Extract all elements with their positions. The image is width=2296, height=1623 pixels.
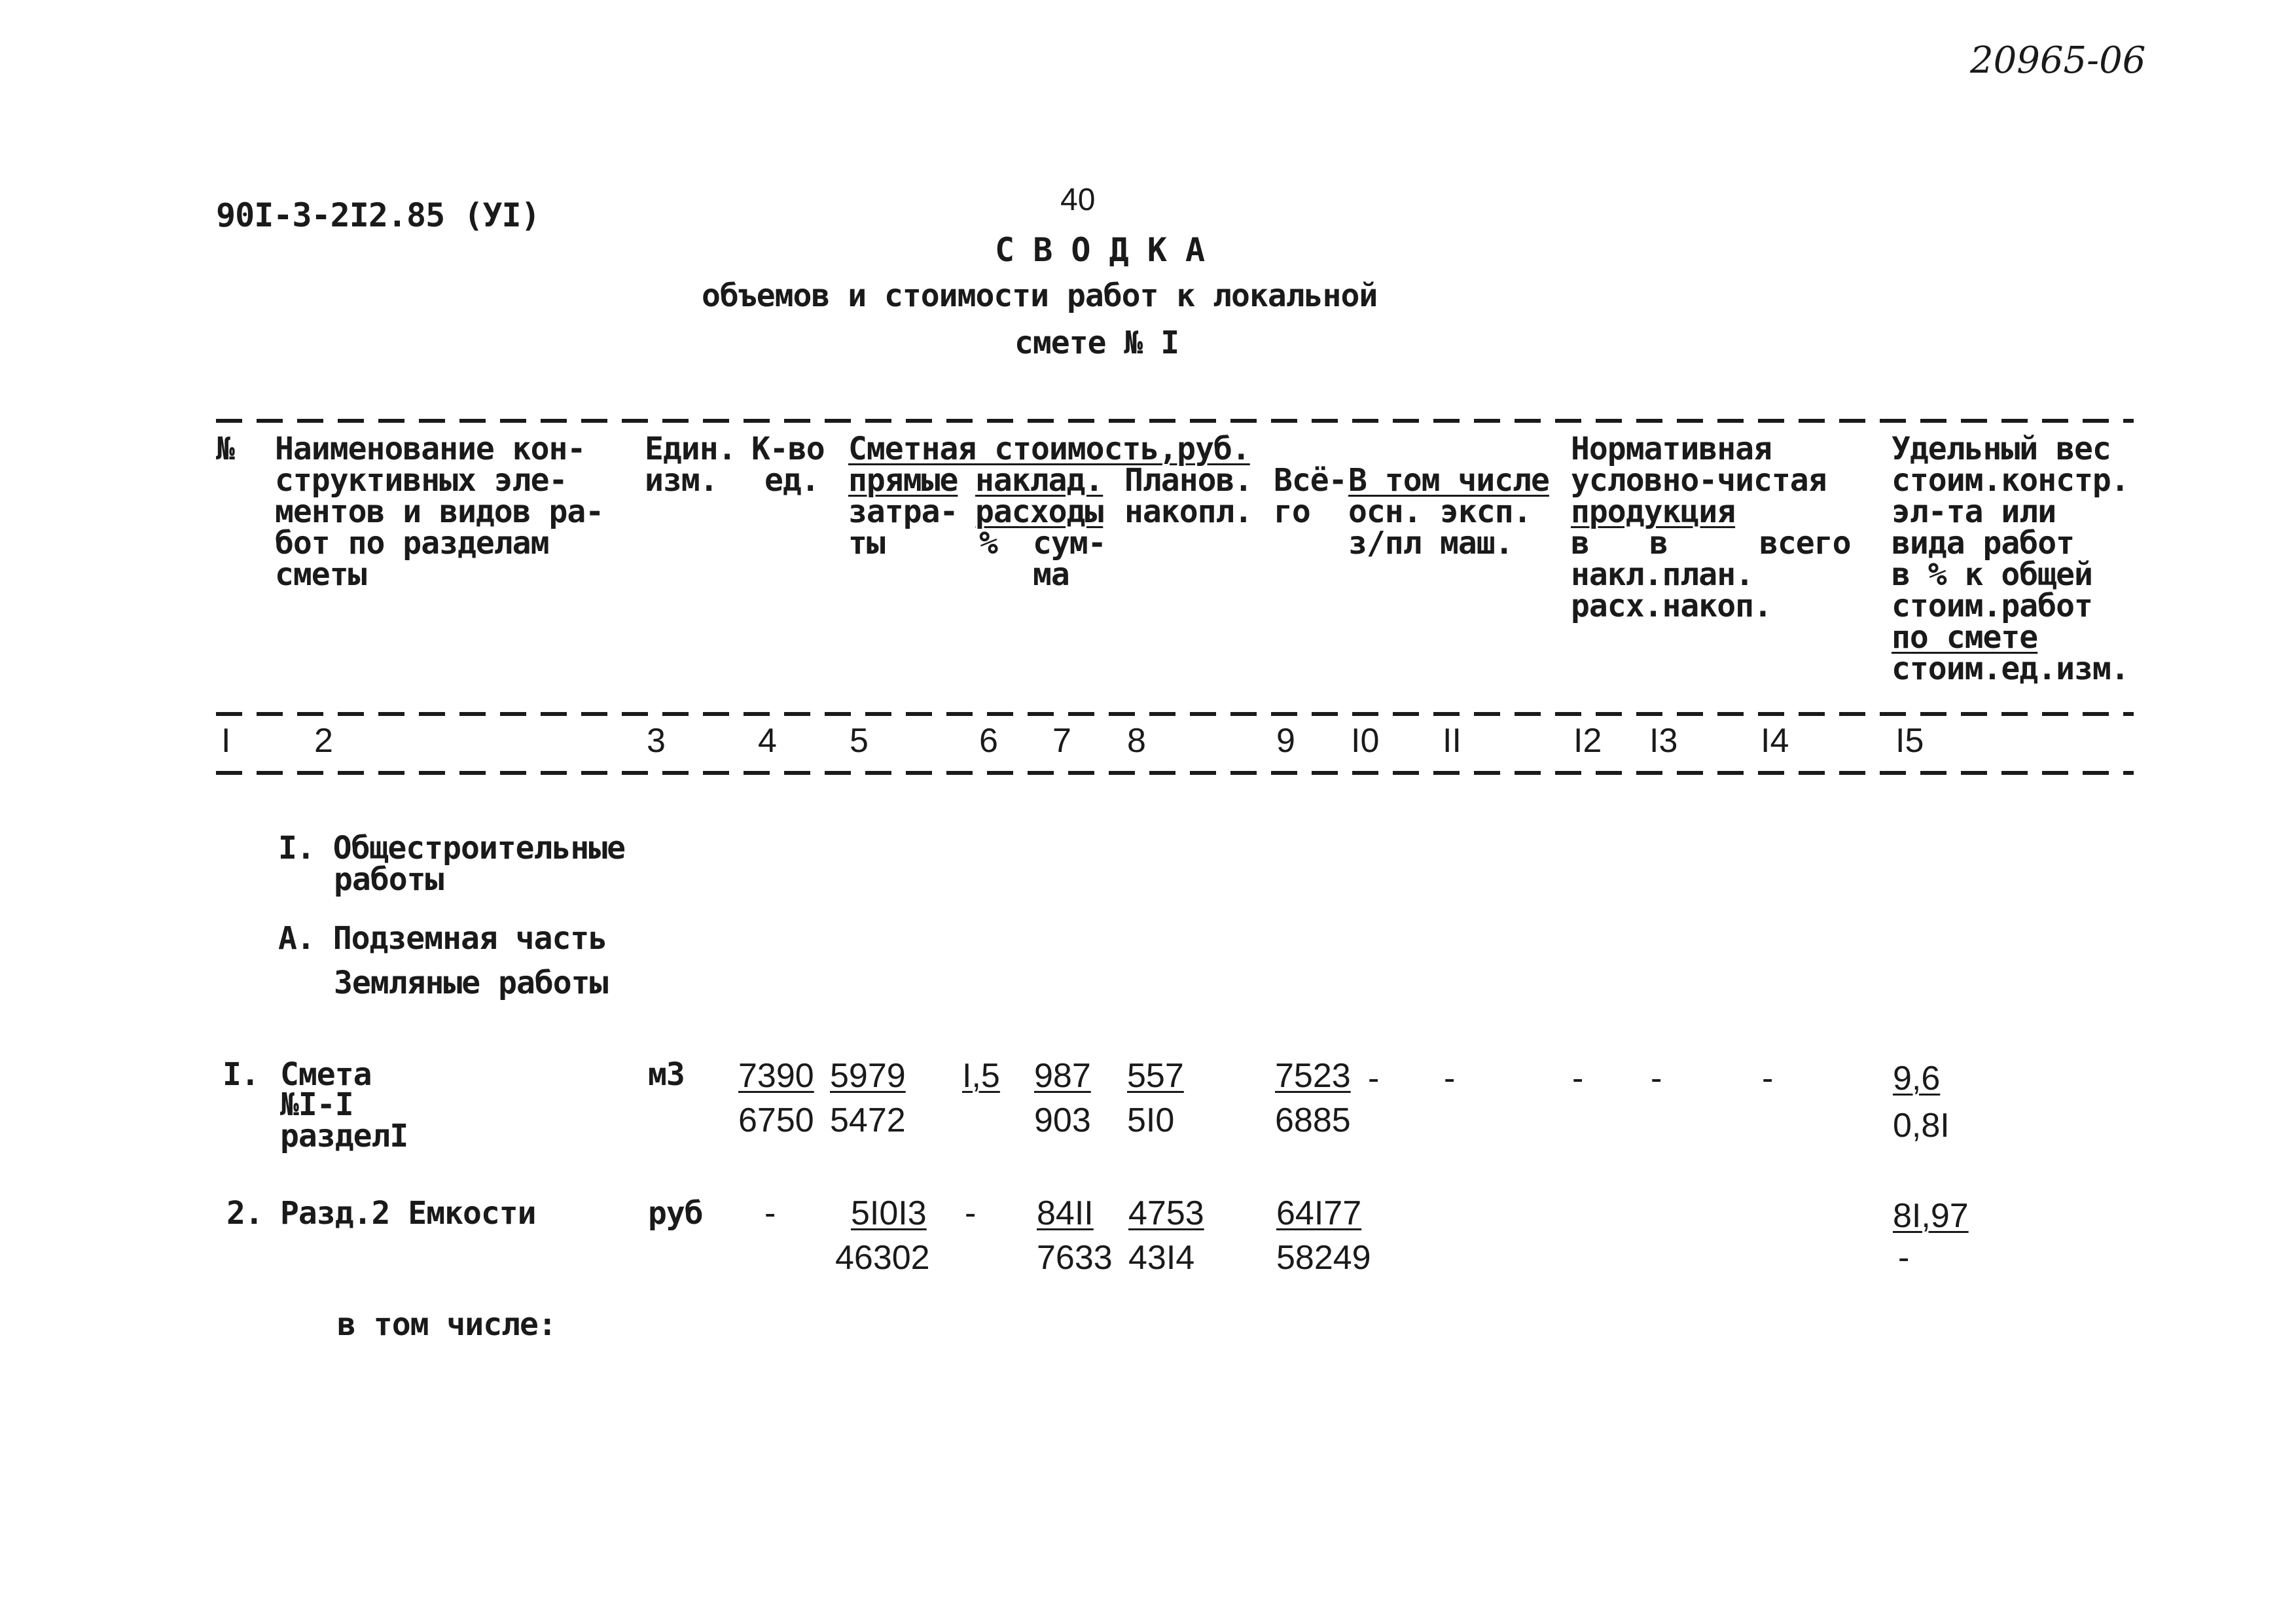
column-number: I0 <box>1351 722 1380 760</box>
header-name-line: Наименование кон- <box>275 431 586 467</box>
header-total-line2: го <box>1274 493 1310 530</box>
document-title: С В О Д К А <box>995 231 1205 269</box>
header-machine-op-line2: маш. <box>1440 525 1513 562</box>
row-share-unit: - <box>1898 1239 1910 1277</box>
row-share: 9,6 <box>1893 1060 1941 1097</box>
header-base-wages: осн. <box>1348 493 1422 530</box>
row-direct-costs: 5979 <box>830 1057 906 1095</box>
header-share-line: вида работ <box>1892 525 2074 562</box>
column-number: II <box>1443 722 1462 760</box>
row-norm-1: - <box>1572 1060 1584 1097</box>
header-group-norm: Нормативная <box>1571 431 1772 467</box>
header-group-norm-line3: продукция <box>1571 493 1736 530</box>
header-share-line: в % к общей <box>1892 556 2092 593</box>
column-number: I <box>221 722 231 760</box>
row-total-base: 6885 <box>1275 1101 1351 1139</box>
header-norm-in-2: в <box>1649 525 1668 562</box>
header-total: Всё- <box>1274 462 1347 499</box>
row-overhead-percent: - <box>965 1194 977 1232</box>
header-norm-in-1: в <box>1571 525 1589 562</box>
row-share: 8I,97 <box>1893 1197 1969 1235</box>
header-unit: Един. <box>645 431 736 467</box>
document-code: 90I-3-2I2.85 (УI) <box>216 196 540 234</box>
header-share-line: Удельный вес <box>1892 431 2111 467</box>
row-total: 7523 <box>1275 1057 1351 1095</box>
row-total-base: 58249 <box>1276 1239 1371 1277</box>
subsection-heading-works: Земляные работы <box>334 965 608 1001</box>
header-name-line: бот по разделам <box>275 525 549 562</box>
table-colnum-rule <box>216 771 2134 775</box>
column-number: I3 <box>1649 722 1678 760</box>
page-number: 40 <box>1060 183 1096 217</box>
row-name-line3: разделI <box>280 1118 408 1154</box>
table-header-rule <box>216 712 2134 716</box>
row-overhead-sum: 987 <box>1034 1057 1091 1095</box>
column-number: I5 <box>1895 722 1924 760</box>
column-number: 4 <box>758 722 777 760</box>
document-subtitle-line2: смете № I <box>1014 325 1179 361</box>
row-unit: руб <box>648 1195 703 1232</box>
header-group-norm-line2: условно-чистая <box>1571 462 1827 499</box>
header-overhead-sub: расходы <box>975 493 1103 530</box>
row-planned-savings-base: 5I0 <box>1127 1101 1175 1139</box>
header-unit-line2: изм. <box>645 462 718 499</box>
header-qty: К-во <box>751 431 825 467</box>
header-share-line: стоим.констр. <box>1892 462 2129 499</box>
header-overhead-sum: сум- <box>1033 525 1106 562</box>
row-norm-total: - <box>1762 1060 1774 1097</box>
header-base-wages-line2: з/пл <box>1348 525 1422 562</box>
header-norm-total: всего <box>1759 525 1851 562</box>
handwritten-doc-reference: 20965-06 <box>1970 39 2146 82</box>
column-number: I4 <box>1761 722 1789 760</box>
header-share-line: по смете <box>1892 619 2038 656</box>
header-direct-costs-line2: затра- <box>848 493 958 530</box>
row-planned-savings-base: 43I4 <box>1128 1239 1195 1277</box>
row-base-wages: - <box>1368 1060 1380 1097</box>
column-number: 9 <box>1276 722 1295 760</box>
row-qty: 7390 <box>738 1057 814 1095</box>
row-qty: - <box>764 1194 776 1232</box>
row-share-unit: 0,8I <box>1893 1107 1950 1145</box>
header-overhead-title: наклад. <box>975 462 1103 499</box>
header-direct-costs: прямые <box>848 462 958 499</box>
row-overhead-percent: I,5 <box>962 1057 1000 1095</box>
header-name-line: структивных эле- <box>275 462 567 499</box>
header-group-cost: Сметная стоимость,руб. <box>848 431 1250 467</box>
header-share-line: эл-та или <box>1892 493 2056 530</box>
row-unit: м3 <box>648 1056 685 1093</box>
header-direct-costs-line3: ты <box>848 525 885 562</box>
row-direct-costs-base: 46302 <box>835 1239 930 1277</box>
header-overhead-sum-line2: ма <box>1033 556 1069 593</box>
row-planned-savings: 4753 <box>1128 1194 1204 1232</box>
header-norm-sub: накл.план. <box>1571 556 1753 593</box>
row-overhead-sum-base: 903 <box>1034 1101 1091 1139</box>
row-overhead-sum: 84II <box>1037 1194 1094 1232</box>
header-norm-sub-line2: расх.накоп. <box>1571 588 1772 624</box>
column-number: 7 <box>1052 722 1071 760</box>
row-number: 2. <box>226 1195 263 1232</box>
header-qty-line2: ед. <box>764 462 819 499</box>
subsection-heading: А. Подземная часть <box>278 920 607 957</box>
row-total: 64I77 <box>1276 1194 1362 1232</box>
row-name: Смета <box>280 1056 372 1093</box>
including-label: в том числе: <box>337 1306 556 1343</box>
column-number: 3 <box>647 722 666 760</box>
column-number: I2 <box>1573 722 1602 760</box>
header-machine-op: эксп. <box>1440 493 1532 530</box>
column-number: 5 <box>850 722 869 760</box>
row-machine-op: - <box>1444 1060 1456 1097</box>
row-overhead-sum-base: 7633 <box>1037 1239 1113 1277</box>
document-subtitle-line1: объемов и стоимости работ к локальной <box>702 277 1378 314</box>
row-planned-savings: 557 <box>1127 1057 1184 1095</box>
column-number: 6 <box>979 722 998 760</box>
header-planned-savings: Планов. <box>1124 462 1253 499</box>
section-heading-line2: работы <box>334 861 444 898</box>
row-direct-costs: 5I0I3 <box>851 1194 927 1232</box>
header-group-incl: В том числе <box>1348 462 1549 499</box>
header-overhead-percent: % <box>979 525 997 562</box>
row-norm-2: - <box>1651 1060 1662 1097</box>
table-top-rule <box>216 419 2134 423</box>
header-share-line: стоим.ед.изм. <box>1892 651 2129 687</box>
row-number: I. <box>223 1056 259 1093</box>
column-number: 2 <box>314 722 333 760</box>
header-share-line: стоим.работ <box>1892 588 2092 624</box>
row-qty-base: 6750 <box>738 1101 814 1139</box>
header-col-number: № <box>216 431 234 467</box>
section-heading: I. Общестроительные <box>278 830 626 866</box>
row-name-line2: №I-I <box>280 1086 353 1123</box>
column-number: 8 <box>1127 722 1146 760</box>
header-name-line: ментов и видов ра- <box>275 493 604 530</box>
row-direct-costs-base: 5472 <box>830 1101 906 1139</box>
row-name: Разд.2 Емкости <box>280 1195 536 1232</box>
header-planned-savings-line2: накопл. <box>1124 493 1253 530</box>
header-name-line: сметы <box>275 556 367 593</box>
